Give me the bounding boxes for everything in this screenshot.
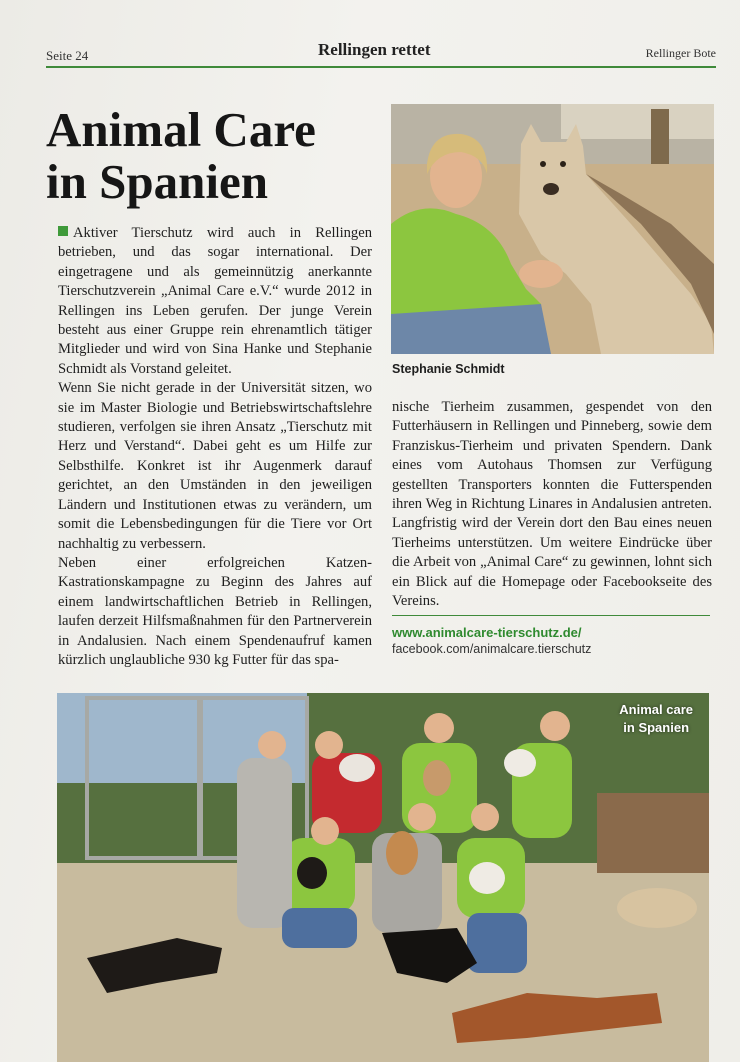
website-link[interactable]: www.animalcare-tierschutz.de/ xyxy=(392,625,582,640)
photo-caption-overlay xyxy=(619,701,693,737)
green-square-icon xyxy=(58,226,68,236)
caption-line-2: in Spanien xyxy=(623,720,690,735)
section-title: Rellingen rettet xyxy=(318,40,431,59)
page-header xyxy=(46,38,716,68)
paragraph: Neben einer erfolgreichen Katzen-Kastrationskampagne zu Beginn des Jahres auf einem landwirtschaftlichen Betrieb in Rellingen, laufen derzeit Hilfsmaßnahmen für den Partnerverein in Andalusien. Nach einem Spendenaufruf kamen kürzlich unglaubliche 930 kg Futter für das spa- xyxy=(58,554,372,668)
divider xyxy=(392,615,710,616)
page-number: Seite 24 xyxy=(46,48,89,63)
photo-stephanie-with-dog xyxy=(391,104,714,354)
caption-line-1: Animal care xyxy=(619,702,693,717)
article-headline xyxy=(46,104,376,208)
headline-line-2: in Spanien xyxy=(46,154,268,209)
paragraph: Wenn Sie nicht gerade in der Universität sitzen, wo sie im Master Biologie und Betriebswirtschaftslehre studieren, verfolgen sie ihren Ansatz „Tierschutz mit Herz und Verstand“. Dabei geht es um Hilfe zur Selbsthilfe. Konkret ist ihr Augenmerk darauf gerichtet, an den Umständen in den jeweiligen Ländern und Institutionen etwas zu verändern, um somit die Lebensbedingungen für die Tiere vor Ort nachhaltig zu verbessern. xyxy=(58,380,372,552)
article-column-2 xyxy=(392,398,712,611)
paragraph: nische Tierheim zusammen, gespendet von den Futterhäusern in Rellingen und Pinneberg, sowie dem Franziskus-Tierheim und privaten Spendern. Dank eines vom Autohaus Thomsen zur Verfügung gestellten Transporters konnten die Futterspenden ihren Weg in Richtung Linares in Andalusien antreten. Langfristig wird der Verein dort den Bau eines neuen Tierheims unterstützen. Um weitere Eindrücke über die Arbeit von „Animal Care“ zu gewinnen, lohnt sich ein Blick auf die Homepage oder Facebookseite des Vereins. xyxy=(392,399,712,610)
photo-caption: Stephanie Schmidt xyxy=(392,362,505,376)
facebook-link[interactable]: facebook.com/animalcare.tierschutz xyxy=(392,642,592,656)
article-column-1 xyxy=(58,224,372,670)
publication-name: Rellinger Bote xyxy=(645,46,716,60)
headline-line-1: Animal Care xyxy=(46,102,316,157)
paragraph: Aktiver Tierschutz wird auch in Rellingen betrieben, und das sogar international. Der eingetragene und als gemeinnützig anerkannte Tierschutzverein „Animal Care e.V.“ wurde 2012 in Rellingen ins Leben gerufen. Der junge Verein besteht aus einer Gruppe rein ehrenamtlich tätiger Mitglieder und wird von Sina Hanke und Stephanie Schmidt als Vorstand geleitet. xyxy=(58,225,372,377)
group-photo-volunteers-with-dogs xyxy=(57,693,709,1062)
